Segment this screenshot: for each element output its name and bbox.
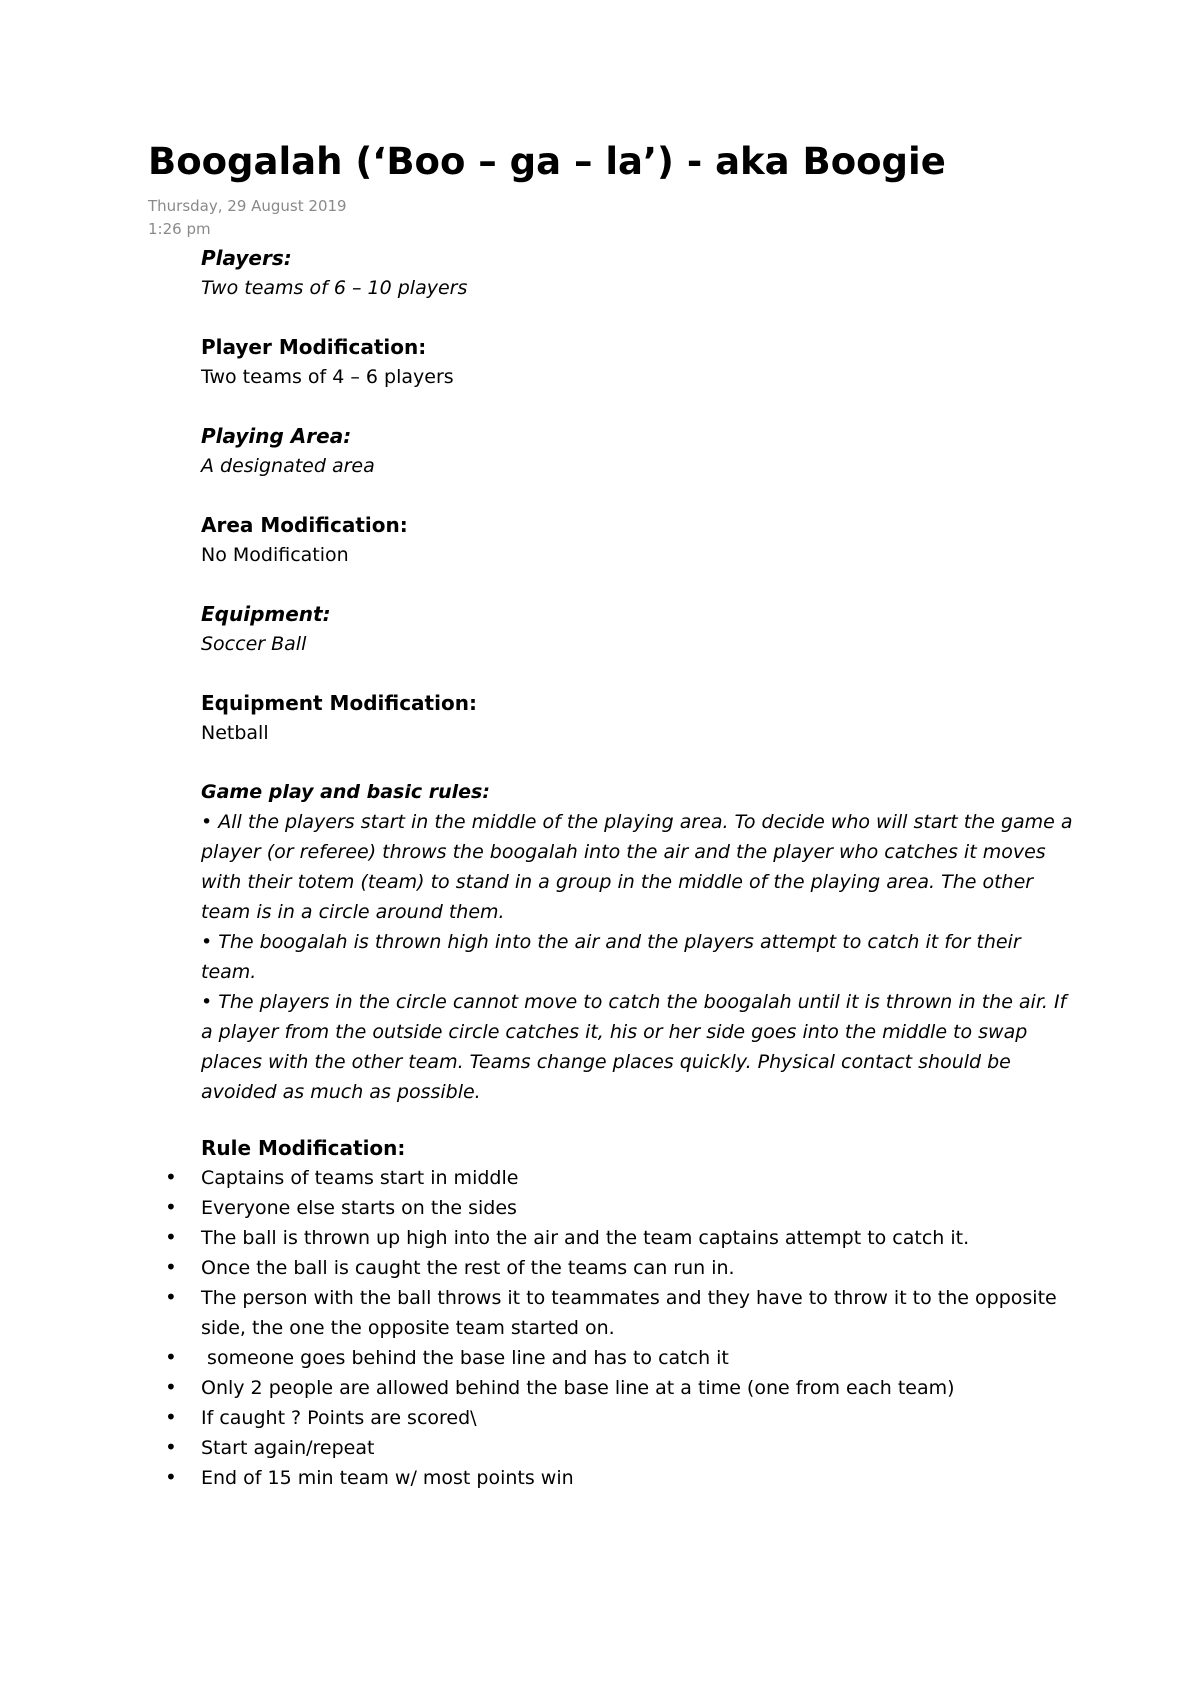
rules-paragraph: • The players in the circle cannot move to catch the boogalah until it is thrown in the air. If a player from the outside circle catches it, his or her side goes into the middle to swap places with the other team. Teams change places quickly. Physical contact should be avoided as much as possible. [201, 991, 1067, 1103]
players-value: Two teams of 6 – 10 players [201, 277, 468, 299]
list-item-text: someone goes behind the base line and has to catch it [201, 1347, 729, 1369]
list-item [165, 1373, 1081, 1403]
section-player-modification [201, 332, 1081, 392]
player-mod-heading: Player Modification: [201, 335, 427, 359]
list-item [165, 1193, 1081, 1223]
section-equipment [201, 599, 1081, 659]
list-item [165, 1223, 1081, 1253]
equipment-value: Soccer Ball [201, 633, 307, 655]
list-item [165, 1283, 1081, 1343]
section-area-modification [201, 510, 1081, 570]
section-players [201, 243, 1081, 303]
bullet-icon: • [165, 1285, 177, 1309]
list-item-text: Everyone else starts on the sides [201, 1197, 517, 1219]
equipment-mod-value: Netball [201, 722, 269, 744]
section-playing-area [201, 421, 1081, 481]
list-item [165, 1463, 1081, 1493]
list-item-text: If caught ? Points are scored\ [201, 1407, 477, 1429]
bullet-icon: • [165, 1165, 177, 1189]
list-item [165, 1433, 1081, 1463]
rules-heading: Game play and basic rules: [201, 781, 490, 803]
equipment-mod-heading: Equipment Modification: [201, 691, 477, 715]
area-mod-heading: Area Modification: [201, 513, 408, 537]
list-item-text: Once the ball is caught the rest of the teams can run in. [201, 1257, 735, 1279]
list-item-text: End of 15 min team w/ most points win [201, 1467, 574, 1489]
rules-paragraph: • The boogalah is thrown high into the air and the players attempt to catch it for their team. [201, 931, 1021, 983]
player-mod-value: Two teams of 4 – 6 players [201, 366, 454, 388]
list-item-text: Only 2 people are allowed behind the base line at a time (one from each team) [201, 1377, 955, 1399]
bullet-icon: • [165, 1465, 177, 1489]
equipment-heading: Equipment: [201, 602, 331, 626]
list-item [165, 1343, 1081, 1373]
bullet-icon: • [165, 1435, 177, 1459]
section-rule-modification [165, 1133, 1081, 1493]
area-heading: Playing Area: [201, 424, 352, 448]
note-body [165, 243, 1081, 1493]
rules-paragraph: • All the players start in the middle of the playing area. To decide who will start the game a player (or referee) throws the boogalah into the air and the player who catches it moves with their totem (team) to stand in a group in the middle of the playing area. The other team is in a circle around them. [201, 811, 1073, 923]
section-game-rules [201, 777, 1081, 1107]
page-time: 1:26 pm [148, 220, 211, 238]
players-heading: Players: [201, 246, 292, 270]
bullet-icon: • [165, 1195, 177, 1219]
list-item-text: The person with the ball throws it to teammates and they have to throw it to the opposite side, the one the opposite team started on. [201, 1287, 1057, 1339]
rule-mod-heading: Rule Modification: [201, 1136, 406, 1160]
bullet-icon: • [165, 1405, 177, 1429]
page-date: Thursday, 29 August 2019 [148, 197, 347, 215]
page-meta [148, 195, 347, 241]
page-title: Boogalah (‘Boo – ga – la’) - aka Boogie [148, 140, 946, 183]
list-item-text: The ball is thrown up high into the air and the team captains attempt to catch it. [201, 1227, 970, 1249]
area-value: A designated area [201, 455, 375, 477]
bullet-icon: • [165, 1375, 177, 1399]
list-item [165, 1253, 1081, 1283]
bullet-icon: • [165, 1255, 177, 1279]
bullet-icon: • [165, 1225, 177, 1249]
list-item-text: Captains of teams start in middle [201, 1167, 519, 1189]
rule-mod-list [165, 1163, 1081, 1493]
section-equipment-modification [201, 688, 1081, 748]
list-item-text: Start again/repeat [201, 1437, 375, 1459]
list-item [165, 1403, 1081, 1433]
bullet-icon: • [165, 1345, 177, 1369]
list-item [165, 1163, 1081, 1193]
area-mod-value: No Modification [201, 544, 349, 566]
